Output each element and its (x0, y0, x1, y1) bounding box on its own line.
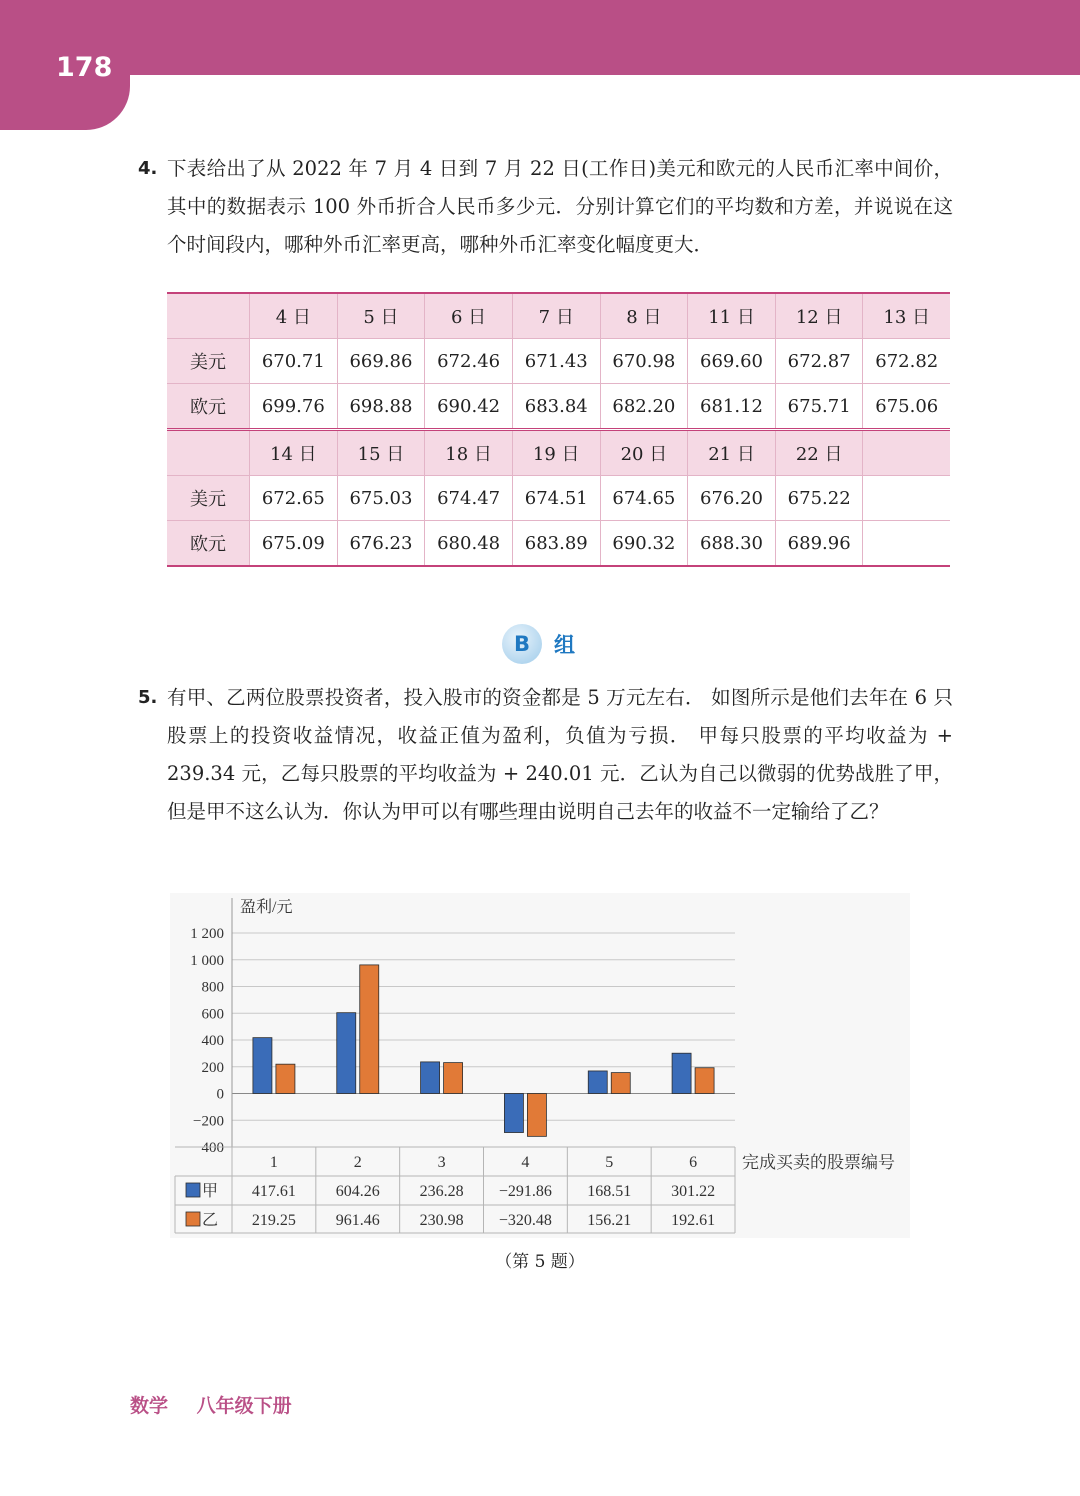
x-tick-label: 6 (689, 1154, 698, 1171)
footer-subject: 数学 (130, 1395, 169, 1417)
data-label: 168.51 (587, 1183, 632, 1200)
y-tick-label: 800 (201, 979, 224, 996)
profit-bar-chart (170, 893, 910, 1238)
problem-5-number: 5. (138, 687, 158, 708)
usd-rate-cell: 669.86 (337, 339, 425, 384)
legend-swatch-乙 (186, 1212, 200, 1226)
eur-rate-cell: 688.30 (688, 521, 776, 567)
usd-rate-cell: 669.60 (688, 339, 776, 384)
day-header: 14 日 (250, 430, 338, 476)
x-tick-label: 2 (353, 1154, 362, 1171)
usd-rate-cell: 674.51 (512, 476, 600, 521)
eur-rate-cell: 675.71 (775, 384, 863, 430)
day-header: 15 日 (337, 430, 425, 476)
data-label: 219.25 (251, 1212, 296, 1229)
day-header: 7 日 (512, 293, 600, 339)
x-axis-label: 完成买卖的股票编号 (742, 1153, 895, 1172)
data-label: 417.61 (251, 1183, 296, 1200)
bar-乙-2 (360, 965, 379, 1094)
eur-rate-cell: 690.42 (425, 384, 513, 430)
usd-rate-cell: 672.82 (863, 339, 950, 384)
eur-rate-cell: 682.20 (600, 384, 688, 430)
data-label: 961.46 (335, 1212, 380, 1229)
problem-4 (138, 150, 953, 264)
y-axis-label: 盈利/元 (240, 899, 293, 916)
footer-grade: 八年级下册 (196, 1395, 292, 1417)
eur-rate-cell: 675.09 (250, 521, 338, 567)
eur-row-label: 欧元 (167, 521, 250, 567)
day-header: 19 日 (512, 430, 600, 476)
eur-rate-cell: 690.32 (600, 521, 688, 567)
usd-rate-cell: 672.46 (425, 339, 513, 384)
table-corner-cell (167, 293, 250, 339)
exchange-rate-table (167, 292, 950, 567)
legend-swatch-甲 (186, 1183, 200, 1197)
x-tick-label: 1 (269, 1154, 278, 1171)
data-label: 156.21 (587, 1212, 632, 1229)
y-tick-label: −200 (193, 1113, 224, 1130)
eur-rate-cell: 689.96 (775, 521, 863, 567)
group-b-label: 组 (554, 633, 575, 657)
eur-rate-cell: 680.48 (425, 521, 513, 567)
day-header: 5 日 (337, 293, 425, 339)
usd-rate-cell: 672.87 (775, 339, 863, 384)
y-tick-label: 1 200 (190, 926, 224, 942)
data-label: 230.98 (419, 1212, 464, 1229)
usd-rate-cell: 675.03 (337, 476, 425, 521)
day-header: 11 日 (688, 293, 776, 339)
legend-label: 乙 (202, 1212, 219, 1229)
usd-rate-cell: 676.20 (688, 476, 776, 521)
eur-row-label: 欧元 (167, 384, 250, 430)
page-number: 178 (56, 52, 113, 83)
day-header (863, 430, 950, 476)
day-header: 22 日 (775, 430, 863, 476)
eur-rate-cell: 681.12 (688, 384, 776, 430)
usd-rate-cell: 675.22 (775, 476, 863, 521)
usd-row-label: 美元 (167, 476, 250, 521)
group-b-heading (502, 623, 575, 665)
footer (130, 1391, 292, 1418)
day-header: 13 日 (863, 293, 950, 339)
problem-4-number: 4. (138, 158, 158, 179)
data-label: −320.48 (498, 1212, 552, 1229)
x-tick-label: 5 (605, 1154, 614, 1171)
eur-rate-cell: 699.76 (250, 384, 338, 430)
group-b-badge: B (502, 624, 542, 664)
x-tick-label: 4 (521, 1154, 530, 1171)
bar-甲-6 (672, 1053, 691, 1093)
usd-rate-cell (863, 476, 950, 521)
eur-rate-cell: 675.06 (863, 384, 950, 430)
usd-rate-cell: 671.43 (512, 339, 600, 384)
day-header: 6 日 (425, 293, 513, 339)
eur-rate-cell: 698.88 (337, 384, 425, 430)
y-tick-label: 0 (216, 1086, 224, 1103)
figure-caption: （第 5 题） (495, 1252, 585, 1272)
problem-4-text: 下表给出了从 2022 年 7 月 4 日到 7 月 22 日(工作日)美元和欧元的人民币汇率中间价，其中的数据表示 100 外币折合人民币多少元．分别计算它们的平均数和方差，并说说在这个时间段内，哪种外币汇率更高，哪种外币汇率变化幅度更大． (167, 157, 953, 256)
bar-甲-1 (253, 1038, 272, 1094)
day-header: 21 日 (688, 430, 776, 476)
usd-rate-cell: 670.98 (600, 339, 688, 384)
y-tick-label: 200 (201, 1059, 224, 1076)
data-label: −291.86 (498, 1183, 552, 1200)
header-bar (0, 0, 1080, 75)
day-header: 12 日 (775, 293, 863, 339)
bar-甲-4 (504, 1094, 523, 1133)
bar-乙-4 (527, 1094, 546, 1137)
bar-甲-3 (421, 1062, 440, 1094)
data-label: 192.61 (671, 1212, 716, 1229)
data-label: 301.22 (671, 1183, 716, 1200)
problem-5 (138, 679, 953, 831)
bar-乙-5 (611, 1073, 630, 1094)
usd-row-label: 美元 (167, 339, 250, 384)
problem-5-text: 有甲、乙两位股票投资者，投入股市的资金都是 5 万元左右． 如图所示是他们去年在 6 只股票上的投资收益情况，收益正值为盈利，负值为亏损． 甲每只股票的平均收益为 + 239.34 元，乙每只股票的平均收益为 + 240.01 元．乙认为自己以微弱的优势战胜了甲，但是甲不这么认为．你认为甲可以有哪些理由说明自己去年的收益不一定输给了乙？ (167, 686, 953, 823)
x-tick-label: 3 (437, 1154, 446, 1171)
day-header: 4 日 (250, 293, 338, 339)
day-header: 18 日 (425, 430, 513, 476)
bar-乙-1 (276, 1064, 295, 1093)
usd-rate-cell: 674.65 (600, 476, 688, 521)
y-tick-label: 600 (201, 1006, 224, 1023)
day-header: 20 日 (600, 430, 688, 476)
y-tick-label: 400 (201, 1033, 224, 1049)
data-label: 236.28 (419, 1183, 464, 1200)
usd-rate-cell: 674.47 (425, 476, 513, 521)
bar-甲-5 (588, 1071, 607, 1094)
day-header: 8 日 (600, 293, 688, 339)
eur-rate-cell: 683.89 (512, 521, 600, 567)
legend-label: 甲 (202, 1183, 219, 1200)
eur-rate-cell: 676.23 (337, 521, 425, 567)
data-label: 604.26 (335, 1183, 380, 1200)
bar-乙-3 (444, 1063, 463, 1094)
y-tick-label: 1 000 (190, 952, 224, 969)
usd-rate-cell: 670.71 (250, 339, 338, 384)
usd-rate-cell: 672.65 (250, 476, 338, 521)
eur-rate-cell: 683.84 (512, 384, 600, 430)
bar-甲-2 (337, 1013, 356, 1094)
table-corner-cell (167, 430, 250, 476)
eur-rate-cell (863, 521, 950, 567)
bar-乙-6 (695, 1068, 714, 1094)
y-tick-label: −400 (193, 1140, 224, 1156)
